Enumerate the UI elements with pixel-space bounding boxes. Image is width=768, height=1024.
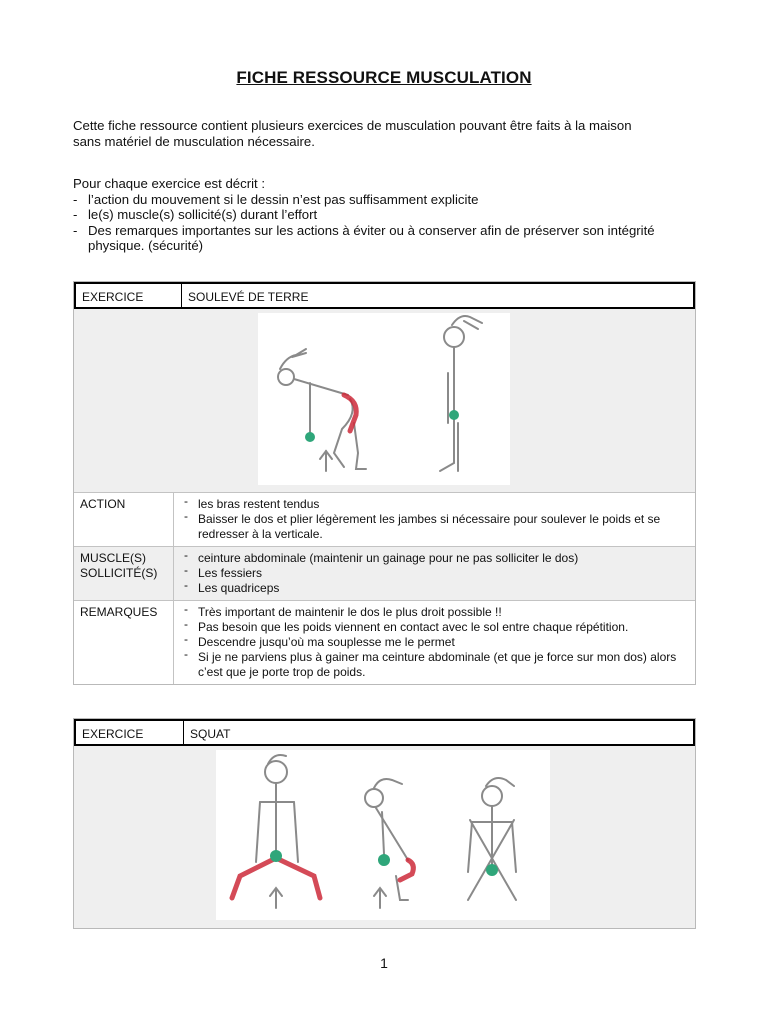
squat-figures bbox=[216, 750, 550, 920]
list-item: - le(s) muscle(s) sollicité(s) durant l’effort bbox=[73, 207, 713, 223]
squat-drawing bbox=[216, 750, 550, 920]
exercise-name: SOULEVÉ DE TERRE bbox=[188, 290, 309, 304]
row-label: REMARQUES bbox=[74, 601, 174, 684]
list-item: - les bras restent tendus bbox=[180, 497, 689, 512]
list-item: - Descendre jusqu’où ma souplesse me le permet bbox=[180, 635, 689, 650]
exercise-card-deadlift bbox=[73, 281, 696, 685]
list-item: - Pas besoin que les poids viennent en contact avec le sol entre chaque répétition. bbox=[180, 620, 689, 635]
list-item: - Très important de maintenir le dos le plus droit possible !! bbox=[180, 605, 689, 620]
page-number: 1 bbox=[380, 955, 388, 971]
list-item: - Les fessiers bbox=[180, 566, 689, 581]
exercise-label: EXERCICE bbox=[76, 721, 184, 744]
details-section bbox=[73, 176, 713, 254]
exercise-card-squat bbox=[73, 718, 696, 929]
list-item: - Baisser le dos et plier légèrement les jambes si nécessaire pour soulever le poids et se redresser à la verticale. bbox=[180, 512, 689, 542]
list-item: - l’action du mouvement si le dessin n’est pas suffisamment explicite bbox=[73, 192, 713, 208]
table-row bbox=[74, 493, 695, 547]
deadlift-drawing bbox=[258, 313, 510, 485]
details-heading: Pour chaque exercice est décrit : bbox=[73, 176, 266, 191]
exercise-header bbox=[74, 719, 695, 746]
row-label: ACTION bbox=[74, 493, 174, 546]
intro-line: Cette fiche ressource contient plusieurs exercices de musculation pouvant être faits à la maison bbox=[73, 118, 632, 133]
exercise-illustration-area bbox=[74, 746, 695, 928]
exercise-name: SQUAT bbox=[190, 727, 231, 741]
intro-paragraph bbox=[73, 118, 713, 150]
page-title: FICHE RESSOURCE MUSCULATION bbox=[236, 68, 532, 87]
list-item: - Des remarques importantes sur les actions à éviter ou à conserver afin de préserver son intégrité physique. (sécurité) bbox=[73, 223, 713, 254]
list-item: - Si je ne parviens plus à gainer ma ceinture abdominale (et que je force sur mon dos) alors c’est que je porte trop de poids. bbox=[180, 650, 689, 680]
exercise-header bbox=[74, 282, 695, 309]
list-item: - ceinture abdominale (maintenir un gainage pour ne pas solliciter le dos) bbox=[180, 551, 689, 566]
intro-line: sans matériel de musculation nécessaire. bbox=[73, 134, 315, 149]
exercise-label: EXERCICE bbox=[76, 284, 182, 307]
details-list bbox=[73, 192, 713, 254]
table-row bbox=[74, 547, 695, 601]
row-label: MUSCLE(S) SOLLICITÉ(S) bbox=[74, 547, 174, 600]
deadlift-figures bbox=[258, 313, 510, 485]
exercise-illustration-area bbox=[74, 309, 695, 493]
list-item: - Les quadriceps bbox=[180, 581, 689, 596]
table-row bbox=[74, 601, 695, 684]
